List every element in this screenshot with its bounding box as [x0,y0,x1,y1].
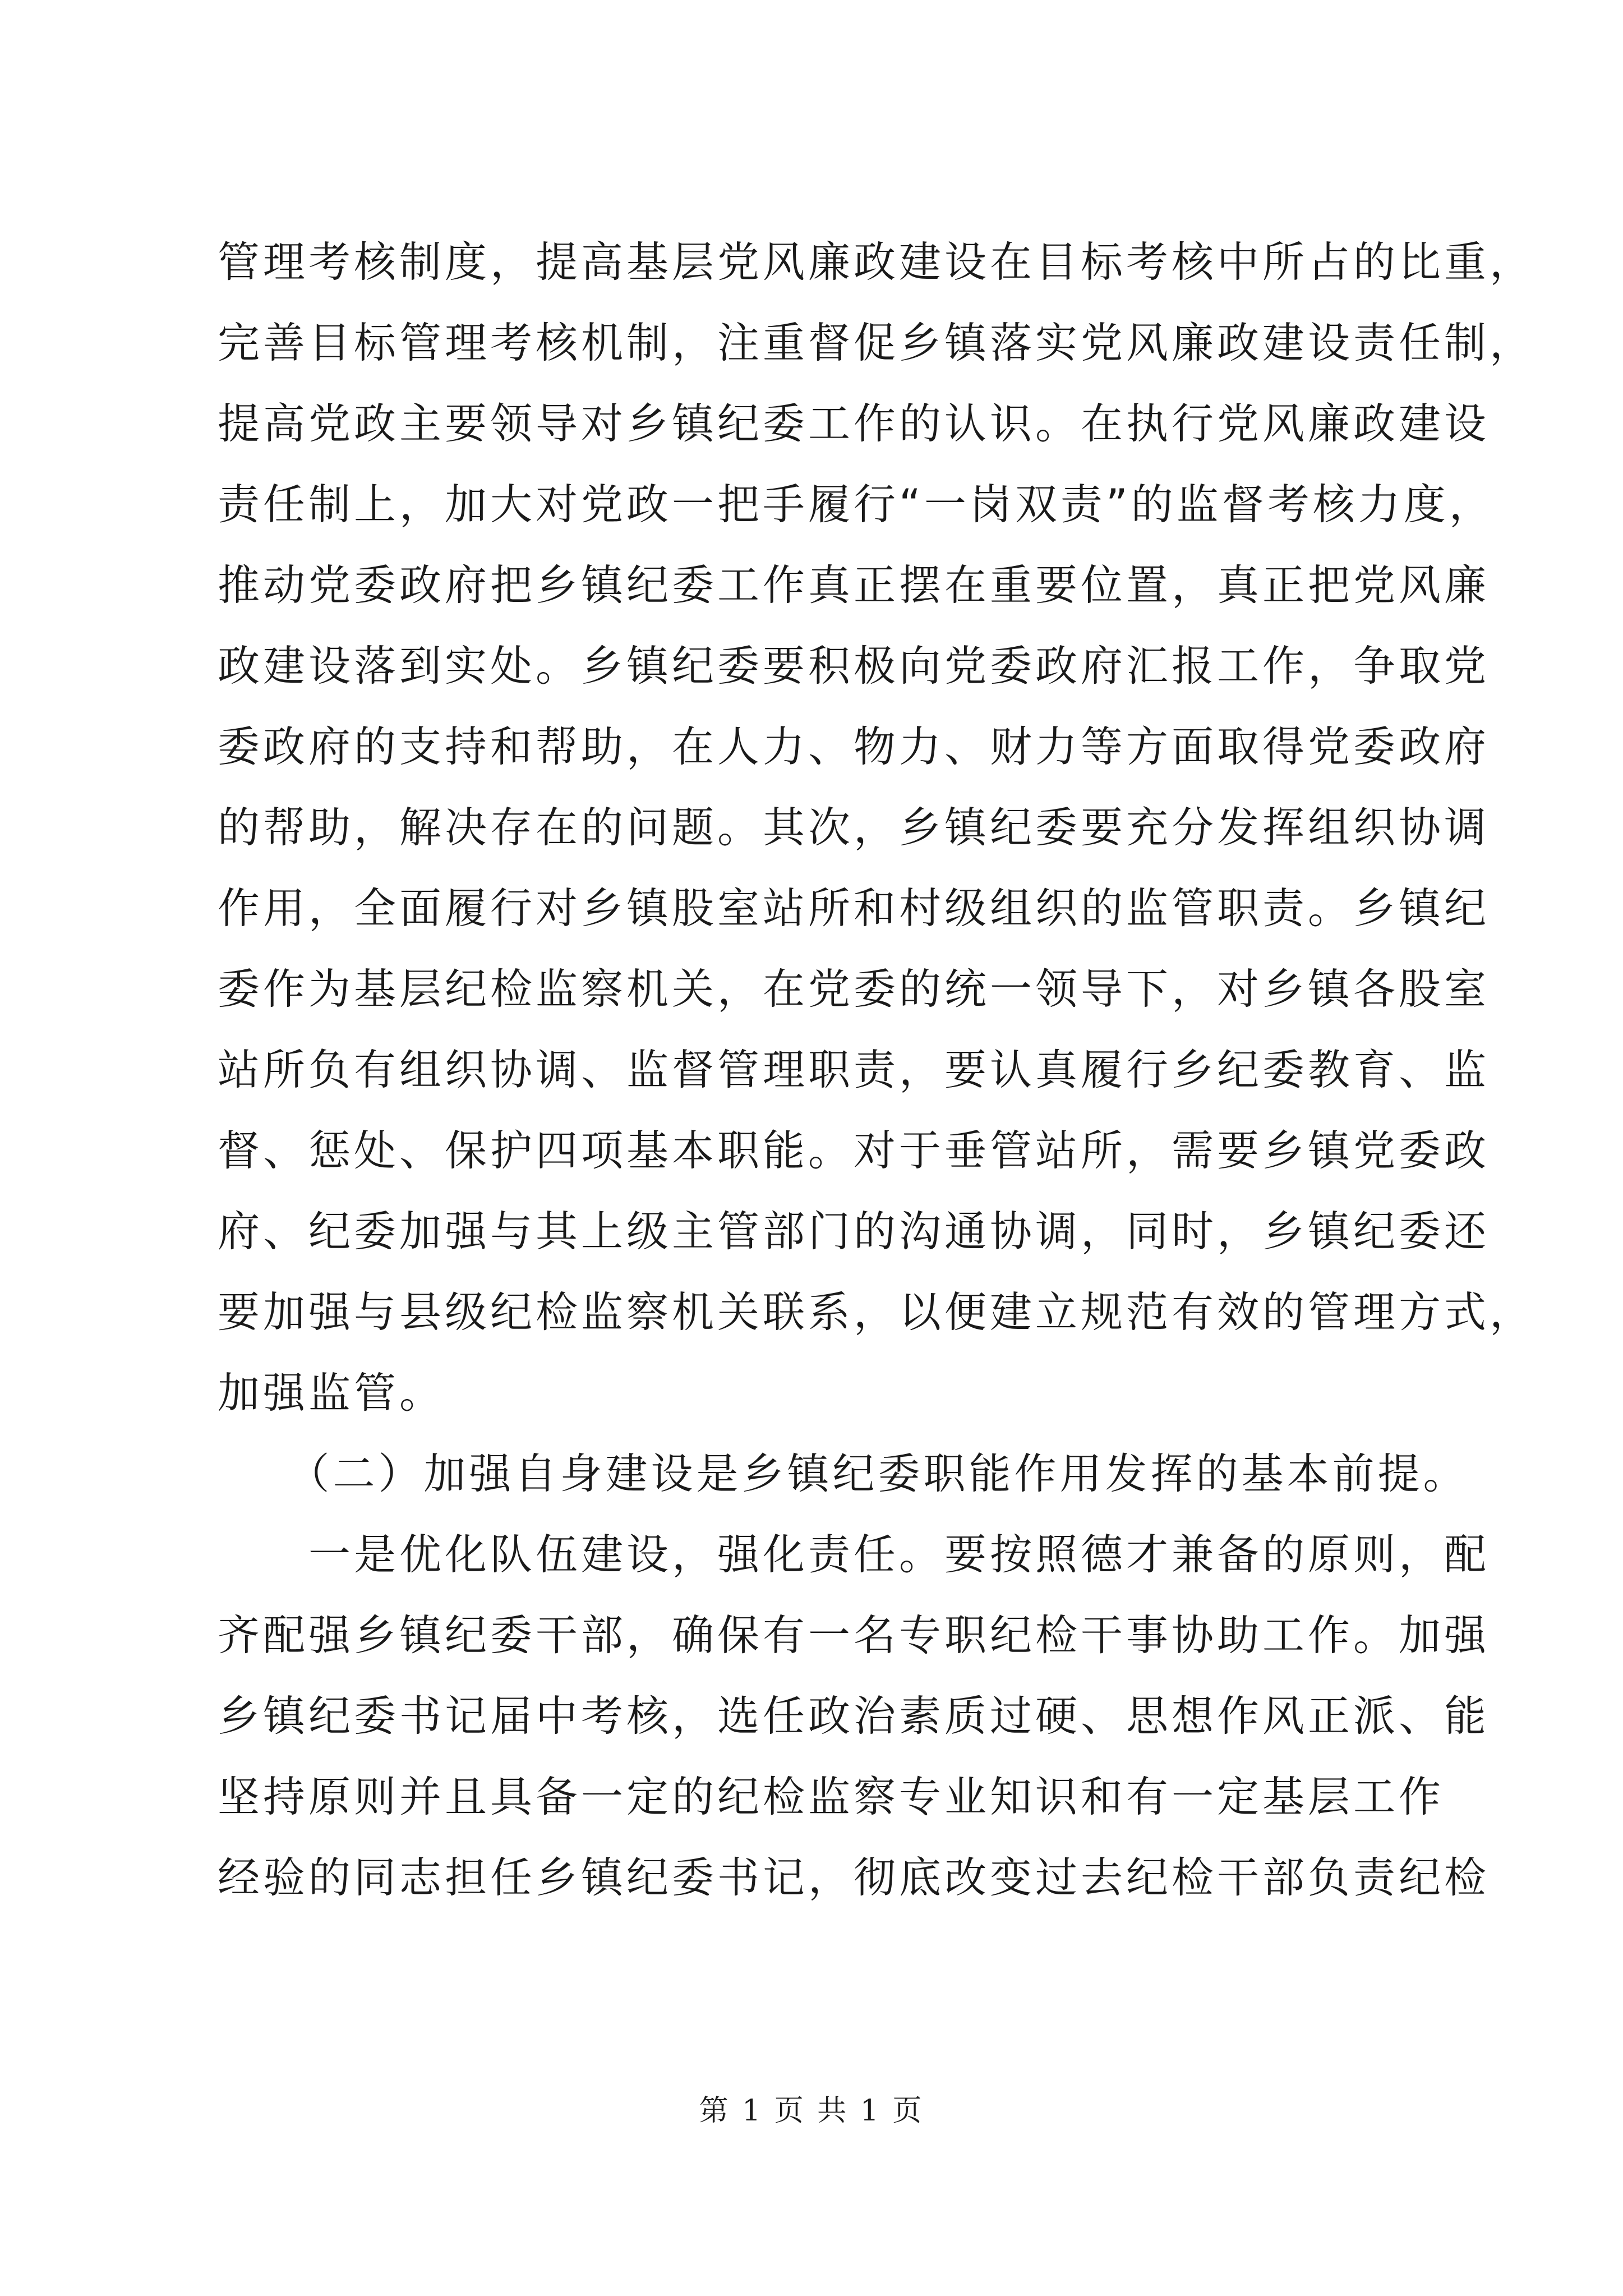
text-line: 作用，全面履行对乡镇股室站所和村级组织的监管职责。乡镇纪 [218,884,1490,933]
body-text [218,222,1536,1918]
text-line: 加强监管。 [218,1368,445,1418]
text-line: 推动党委政府把乡镇纪委工作真正摆在重要位置，真正把党风廉 [218,560,1490,610]
text-line: 责任制上，加大对党政一把手履行“一岗双责”的监督考核力度， [218,480,1495,529]
page-footer [0,2091,1623,2131]
page-number: 第 1 页 共 1 页 [699,2094,924,2128]
text-line: 要加强与县级纪检监察机关联系，以便建立规范有效的管理方式， [218,1287,1536,1337]
text-line: 坚持原则并且具备一定的纪检监察专业知识和有一定基层工作 [218,1772,1445,1821]
text-line: 经验的同志担任乡镇纪委书记，彻底改变过去纪检干部负责纪检 [218,1853,1490,1902]
text-line: 站所负有组织协调、监督管理职责，要认真履行乡纪委教育、监 [218,1045,1490,1094]
text-line: 齐配强乡镇纪委干部，确保有一名专职纪检干事协助工作。加强 [218,1611,1490,1660]
text-line: 一是优化队伍建设，强化责任。要按照德才兼备的原则，配 [218,1530,1490,1579]
text-line: 政建设落到实处。乡镇纪委要积极向党委政府汇报工作，争取党 [218,641,1490,691]
text-line: 督、惩处、保护四项基本职能。对于垂管站所，需要乡镇党委政 [218,1126,1490,1175]
text-line: 提高党政主要领导对乡镇纪委工作的认识。在执行党风廉政建设 [218,399,1490,448]
section-heading: （二）加强自身建设是乡镇纪委职能作用发挥的基本前提。 [218,1449,1469,1498]
text-line: 府、纪委加强与其上级主管部门的沟通协调，同时，乡镇纪委还 [218,1207,1490,1256]
text-line: 的帮助，解决存在的问题。其次，乡镇纪委要充分发挥组织协调 [218,803,1490,852]
text-line: 乡镇纪委书记届中考核，选任政治素质过硬、思想作风正派、能 [218,1691,1490,1741]
text-line: 委作为基层纪检监察机关，在党委的统一领导下，对乡镇各股室 [218,964,1490,1014]
text-line: 委政府的支持和帮助，在人力、物力、财力等方面取得党委政府 [218,722,1490,771]
text-line: 完善目标管理考核机制，注重督促乡镇落实党风廉政建设责任制， [218,318,1536,367]
text-line: 管理考核制度，提高基层党风廉政建设在目标考核中所占的比重， [218,237,1536,287]
